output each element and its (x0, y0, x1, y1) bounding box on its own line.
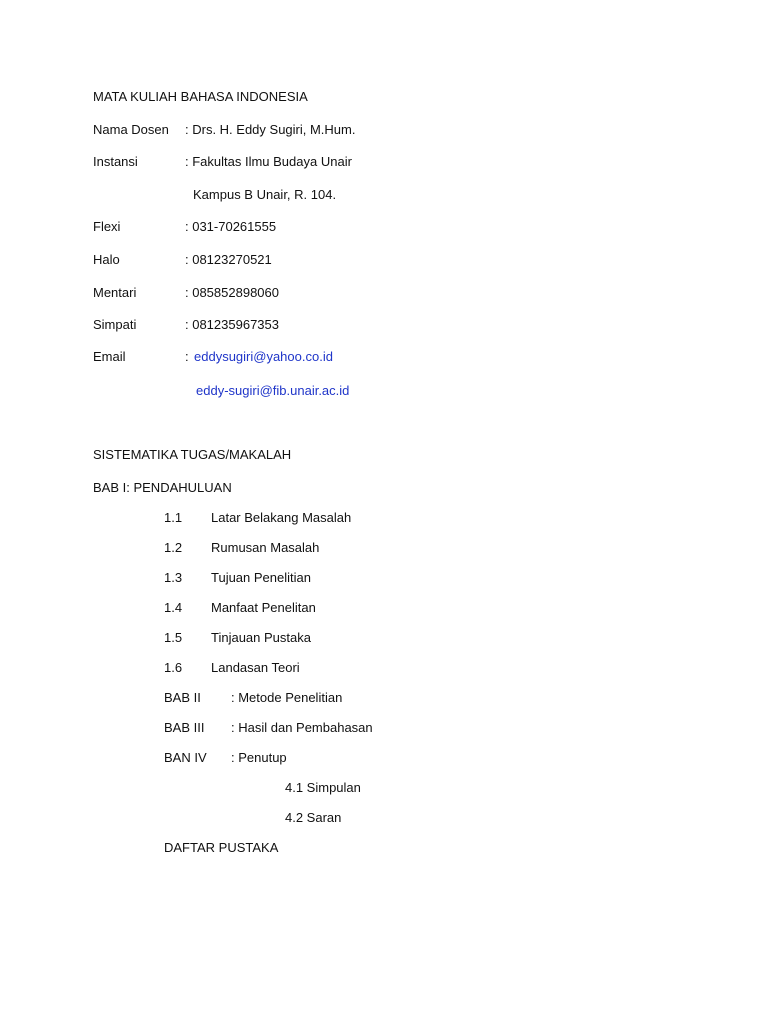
contact-value-halo: : 08123270521 (185, 252, 272, 267)
contact-value-nama: : Drs. H. Eddy Sugiri, M.Hum. (185, 122, 356, 137)
email-link-yahoo[interactable]: eddysugiri@yahoo.co.id (194, 349, 333, 364)
bab1-item-text: Tujuan Penelitian (211, 570, 311, 585)
bab-text: : Metode Penelitian (231, 690, 343, 705)
bab-label: BAN IV (164, 750, 207, 765)
contact-value-flexi: : 031-70261555 (185, 219, 277, 234)
bab4-item: 4.2 Saran (285, 810, 342, 825)
bab1-item-text: Tinjauan Pustaka (211, 630, 311, 645)
contact-label-flexi: Flexi (93, 219, 121, 234)
bab1-item-num: 1.1 (164, 510, 183, 525)
bab1-item-num: 1.4 (164, 600, 183, 615)
bab-text: : Hasil dan Pembahasan (231, 720, 373, 735)
bab-text: : Penutup (231, 750, 287, 765)
contact-email-colon: : (185, 349, 189, 364)
contact-value-kampus: Kampus B Unair, R. 104. (193, 187, 337, 202)
bab1-title: BAB I: PENDAHULUAN (93, 480, 232, 495)
bab-label: BAB II (164, 690, 201, 705)
bab1-item-text: Latar Belakang Masalah (211, 510, 352, 525)
references-title: DAFTAR PUSTAKA (164, 840, 279, 855)
document-title: MATA KULIAH BAHASA INDONESIA (93, 89, 308, 104)
contact-label-simpati: Simpati (93, 317, 137, 332)
bab1-item-text: Landasan Teori (211, 660, 300, 675)
section-title: SISTEMATIKA TUGAS/MAKALAH (93, 447, 292, 462)
bab1-item-num: 1.5 (164, 630, 183, 645)
contact-label-email: Email (93, 349, 126, 364)
bab1-item-num: 1.3 (164, 570, 183, 585)
contact-value-simpati: : 081235967353 (185, 317, 279, 332)
bab4-item: 4.1 Simpulan (285, 780, 361, 795)
bab1-item-num: 1.6 (164, 660, 183, 675)
contact-label-nama: Nama Dosen (93, 122, 169, 137)
contact-value-mentari: : 085852898060 (185, 285, 279, 300)
contact-label-instansi: Instansi (93, 154, 138, 169)
bab1-item-text: Rumusan Masalah (211, 540, 320, 555)
contact-value-instansi: : Fakultas Ilmu Budaya Unair (185, 154, 352, 169)
bab-label: BAB III (164, 720, 205, 735)
email-link-unair[interactable]: eddy-sugiri@fib.unair.ac.id (196, 383, 350, 398)
bab1-item-text: Manfaat Penelitan (211, 600, 316, 615)
contact-label-mentari: Mentari (93, 285, 137, 300)
bab1-item-num: 1.2 (164, 540, 183, 555)
contact-label-halo: Halo (93, 252, 120, 267)
